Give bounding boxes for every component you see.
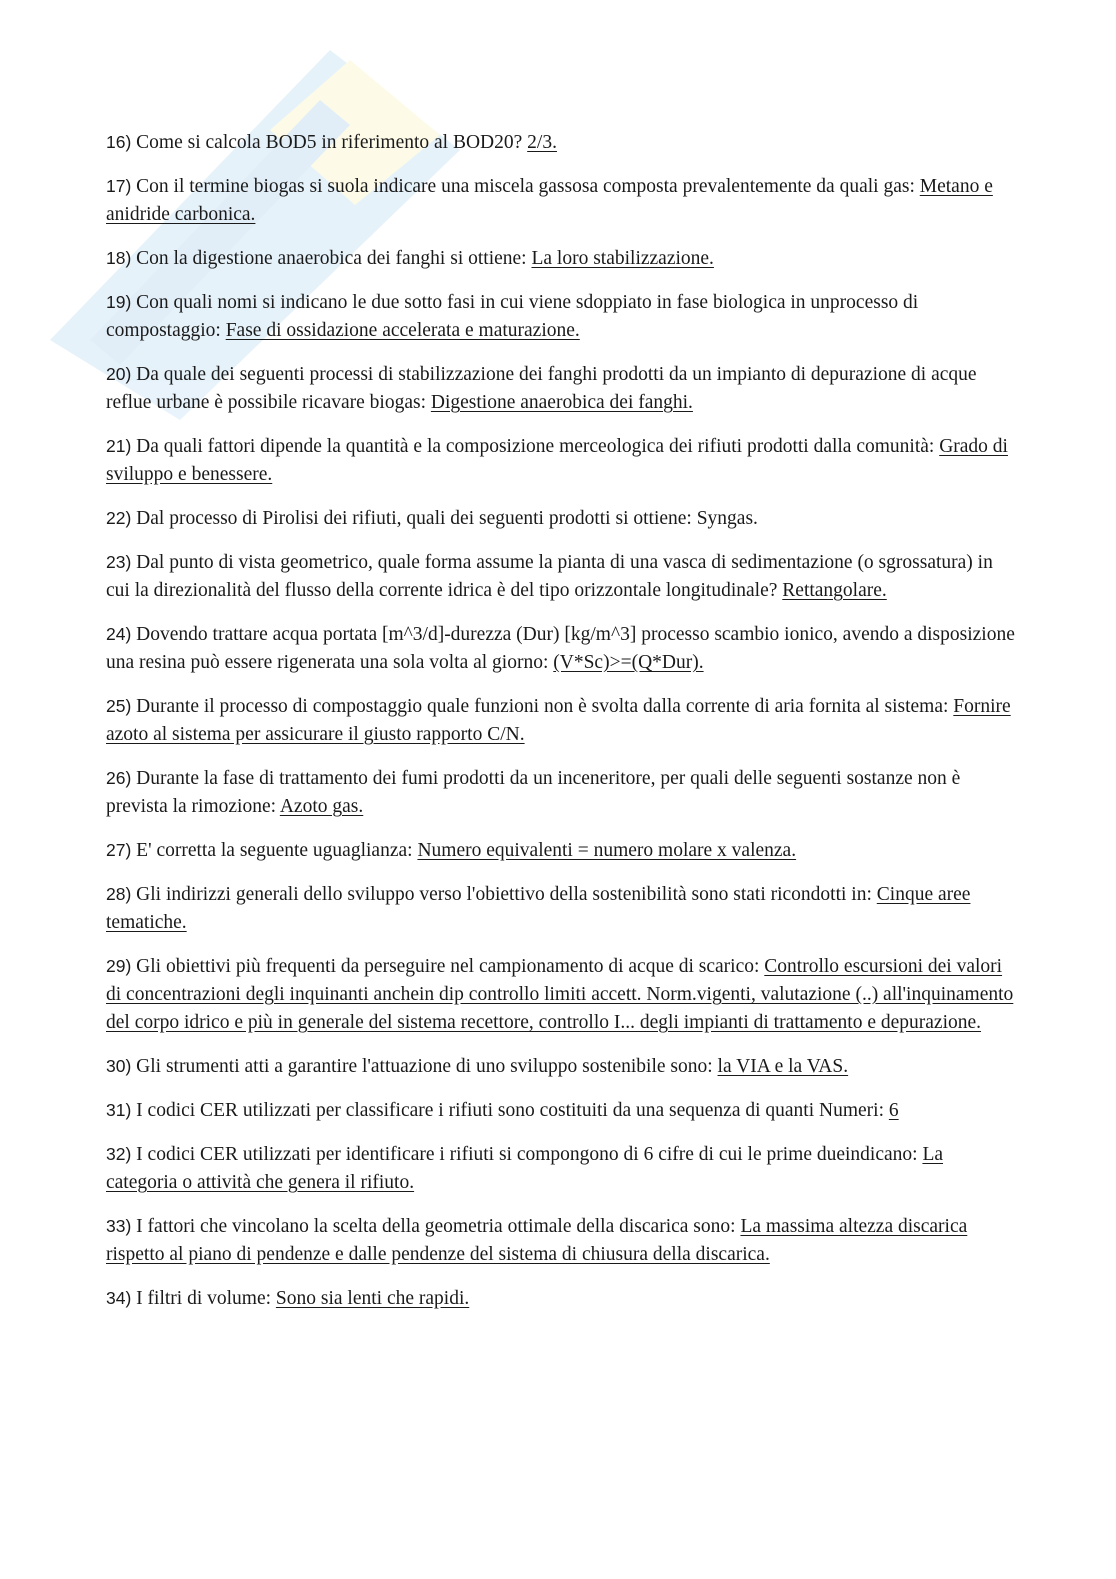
question-number: 29)	[106, 956, 132, 976]
answer-text: Numero equivalenti = numero molare x valenza.	[417, 840, 797, 861]
question-item	[106, 1140, 1016, 1197]
question-text: Durante il processo di compostaggio quale funzioni non è svolta dalla corrente di aria fornita al sistema:	[136, 696, 949, 717]
question-text: I codici CER utilizzati per identificare i rifiuti si compongono di 6 cifre di cui le prime dueindicano:	[136, 1144, 918, 1165]
question-item	[106, 360, 1016, 417]
question-number: 16)	[106, 132, 132, 152]
question-number: 21)	[106, 436, 132, 456]
answer-text: Fase di ossidazione accelerata e maturazione.	[225, 320, 580, 341]
question-number: 26)	[106, 768, 132, 788]
question-number: 24)	[106, 624, 132, 644]
question-item	[106, 836, 1016, 865]
question-number: 22)	[106, 508, 132, 528]
question-number: 30)	[106, 1056, 132, 1076]
answer-text: Controllo escursioni dei valori di concentrazioni degli inquinanti anchein dip controllo limiti accett. Norm.vigenti, valutazione (..) all'inquinamento del corpo idrico e più in generale del sistema recettore, controllo I... degli impianti di trattamento e depurazione.	[106, 956, 1014, 1033]
answer-text: Digestione anaerobica dei fanghi.	[430, 392, 693, 413]
question-text: I codici CER utilizzati per classificare i rifiuti sono costituiti da una sequenza di quanti Numeri:	[136, 1100, 884, 1121]
question-item	[106, 504, 1016, 533]
question-number: 17)	[106, 176, 132, 196]
question-text: Da quali fattori dipende la quantità e la composizione merceologica dei rifiuti prodotti dalla comunità:	[136, 436, 935, 457]
question-number: 33)	[106, 1216, 132, 1236]
answer-text: Grado di sviluppo e benessere.	[106, 436, 1008, 485]
question-item	[106, 692, 1016, 749]
question-number: 28)	[106, 884, 132, 904]
answer-text: la VIA e la VAS.	[717, 1056, 849, 1077]
question-text: Con quali nomi si indicano le due sotto fasi in cui viene sdoppiato in fase biologica in unprocesso di compostaggio:	[106, 292, 919, 341]
question-text: Con la digestione anaerobica dei fanghi si ottiene:	[136, 248, 527, 269]
question-item	[106, 288, 1016, 345]
question-item	[106, 128, 1016, 157]
question-text: Dal processo di Pirolisi dei rifiuti, quali dei seguenti prodotti si ottiene: Syngas.	[136, 508, 758, 529]
answer-text: Cinque aree tematiche.	[106, 884, 971, 933]
question-text: Con il termine biogas si suola indicare una miscela gassosa composta prevalentemente da quali gas:	[136, 176, 915, 197]
answer-text: 6	[888, 1100, 899, 1121]
answer-text: La massima altezza discarica rispetto al piano di pendenze e dalle pendenze del sistema di chiusura della discarica.	[106, 1216, 968, 1265]
answer-text: (V*Sc)>=(Q*Dur).	[553, 652, 704, 673]
question-text: Dal punto di vista geometrico, quale forma assume la pianta di una vasca di sedimentazione (o sgrossatura) in cui la direzionalità del flusso della corrente idrica è del tipo orizzontale longitudinale?	[106, 552, 993, 601]
question-text: Da quale dei seguenti processi di stabilizzazione dei fanghi prodotti da un impianto di depurazione di acque reflue urbane è possibile ricavare biogas:	[106, 364, 977, 413]
question-text: E' corretta la seguente uguaglianza:	[136, 840, 413, 861]
question-item	[106, 880, 1016, 937]
answer-text: Metano e anidride carbonica.	[106, 176, 993, 225]
question-number: 23)	[106, 552, 132, 572]
answer-text: Azoto gas.	[279, 796, 364, 817]
question-text: Gli obiettivi più frequenti da perseguire nel campionamento di acque di scarico:	[136, 956, 760, 977]
question-item	[106, 244, 1016, 273]
question-text: Durante la fase di trattamento dei fumi prodotti da un inceneritore, per quali delle seguenti sostanze non è prevista la rimozione:	[106, 768, 961, 817]
question-number: 19)	[106, 292, 132, 312]
question-number: 32)	[106, 1144, 132, 1164]
question-text: Come si calcola BOD5 in riferimento al BOD20?	[136, 132, 523, 153]
question-text: Dovendo trattare acqua portata [m^3/d]-durezza (Dur) [kg/m^3] processo scambio ionico, avendo a disposizione una resina può essere rigenerata una sola volta al giorno:	[106, 624, 1015, 673]
question-number: 27)	[106, 840, 132, 860]
answer-text: La categoria o attività che genera il rifiuto.	[106, 1144, 944, 1193]
answer-text: 2/3.	[527, 132, 557, 153]
question-number: 34)	[106, 1288, 132, 1308]
question-item	[106, 764, 1016, 821]
question-item	[106, 1284, 1016, 1313]
question-item	[106, 1052, 1016, 1081]
question-item	[106, 172, 1016, 229]
question-text: Gli strumenti atti a garantire l'attuazione di uno sviluppo sostenibile sono:	[136, 1056, 713, 1077]
question-item	[106, 548, 1016, 605]
question-text: Gli indirizzi generali dello sviluppo verso l'obiettivo della sostenibilità sono stati ricondotti in:	[136, 884, 872, 905]
question-number: 25)	[106, 696, 132, 716]
answer-text: Fornire azoto al sistema per assicurare il giusto rapporto C/N.	[106, 696, 1011, 745]
question-item	[106, 952, 1016, 1037]
question-item	[106, 620, 1016, 677]
question-text: I filtri di volume:	[136, 1288, 272, 1309]
question-number: 31)	[106, 1100, 132, 1120]
question-item	[106, 432, 1016, 489]
question-number: 20)	[106, 364, 132, 384]
qa-list	[106, 128, 1016, 1328]
question-text: I fattori che vincolano la scelta della geometria ottimale della discarica sono:	[136, 1216, 736, 1237]
question-item	[106, 1096, 1016, 1125]
answer-text: Sono sia lenti che rapidi.	[275, 1288, 470, 1309]
answer-text: Rettangolare.	[782, 580, 887, 601]
question-number: 18)	[106, 248, 132, 268]
answer-text: La loro stabilizzazione.	[531, 248, 714, 269]
question-item	[106, 1212, 1016, 1269]
